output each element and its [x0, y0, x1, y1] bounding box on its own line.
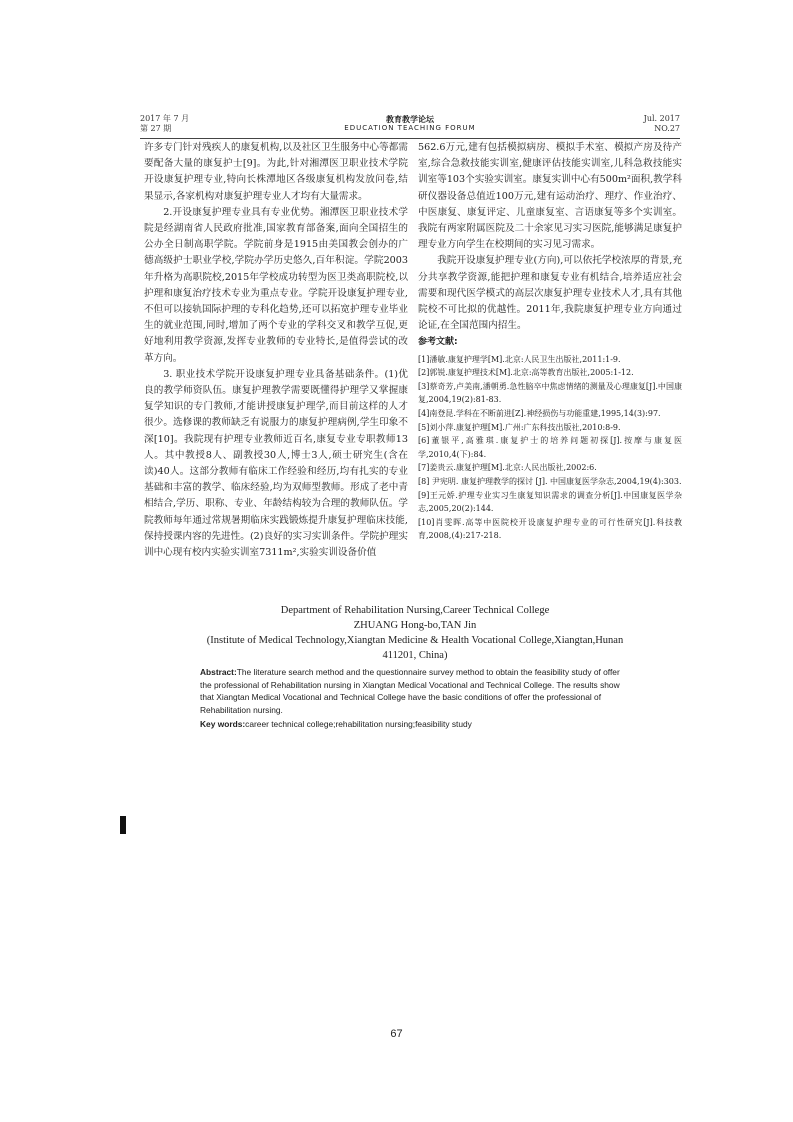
- reference-item: [1]潘敏.康复护理学[M].北京:人民卫生出版社,2011:1-9.: [418, 354, 621, 364]
- body-paragraph: 我院开设康复护理专业(方向),可以依托学校浓厚的背景,充分共享教学资源,能把护理和康复专业有机结合,培养适应社会需要和现代医学模式的高层次康复护理专业技术人才,具有其他院校不可比拟的优越性。2011年,我院康复护理专业方向通过论证,在全国范围内招生。: [418, 255, 682, 332]
- abstract-label: Abstract:: [200, 667, 237, 677]
- page-number: 67: [390, 1028, 403, 1040]
- reference-item: [10]肖雯晖.高等中医院校开设康复护理专业的可行性研究[J].科技教育,2008,(4):217-218.: [418, 517, 682, 541]
- header-issue-en-line: NO.27: [654, 124, 680, 133]
- english-affiliation: (Institute of Medical Technology,Xiangtan Medicine & Health Vocational College,Xiangtan,Hunan 411201, China): [206, 635, 624, 661]
- keywords-label: Key words:: [200, 719, 246, 729]
- reference-item: [5]刘小萍.康复护理[M].广州:广东科技出版社,2010:8-9.: [418, 422, 621, 432]
- header-date-en: [644, 114, 680, 134]
- english-abstract: [200, 666, 630, 716]
- header-issue-line: 第 27 期: [140, 124, 172, 133]
- keywords-text: career technical college;rehabilitation nursing;feasibility study: [245, 719, 472, 729]
- journal-name: [140, 114, 680, 133]
- abstract-text: The literature search method and the questionnaire survey method to obtain the feasibility study of offer the professional of Rehabilitation nursing in Xiangtan Medical Vocational and Technical College. The results show that Xiangtan Medical Vocational and Technical College have the basic conditions of offer the professional of Rehabilitation nursing.: [200, 667, 620, 715]
- reference-item: [3]蔡奇芳,卢美南,潘朝勇.急性脑卒中焦虑情绪的测量及心理康复[J].中国康复,2004,19(2):81-83.: [418, 381, 682, 405]
- body-paragraph: 562.6万元,建有包括模拟病房、模拟手术室、模拟产房及待产室,综合急救技能实训室,健康评估技能实训室,儿科急救技能实训室等103个实验实训室。康复实训中心有500m²面积,教学科研仪器设备总值近100万元,建有运动治疗、理疗、作业治疗、中医康复、康复评定、儿童康复室、言语康复等多个实训室。我院有两家附属医院及二十余家见习实习医院,能够满足康复护理专业方向学生在校期间的实习见习需求。: [418, 142, 682, 251]
- journal-name-en: EDUCATION TEACHING FORUM: [344, 124, 476, 132]
- running-header: [140, 114, 680, 140]
- body-paragraph: 3. 职业技术学院开设康复护理专业具备基础条件。(1)优良的教学师资队伍。康复护理教学需要既懂得护理学又掌握康复学知识的专门教师,才能讲授康复护理学,而目前这样的人才很少。选修课的教师缺乏有说服力的康复护理病例,学生印象不深[10]。我院现有护理专业教师近百名,康复专业专职教师13人。其中教授8人、副教授30人,博士3人,硕士研究生(含在读)40人。这部分教师有临床工作经验和经历,均有扎实的专业基础和丰富的教学、临床经验,均为双师型教师。形成了老中青相结合,学历、职称、专业、年龄结构较为合理的教师队伍。学院教师每年通过常规暑期临床实践锻炼提升康复护理临床技能,保持授课内容的先进性。(2)良好的实习实训条件。学院护理实训中心现有校内实验实训室7311m²,实验实训设备价值: [144, 368, 408, 559]
- references-heading: 参考文献:: [418, 337, 458, 348]
- right-column: [418, 140, 682, 543]
- english-authors: ZHUANG Hong-bo,TAN Jin: [353, 620, 477, 631]
- left-column: [144, 140, 408, 561]
- header-rule: [140, 138, 680, 139]
- header-date-line: 2017 年 7 月: [140, 114, 190, 123]
- reference-item: [2]郭锐.康复护理技术[M].北京:高等教育出版社,2005:1-12.: [418, 368, 634, 378]
- reference-item: [9]王元娇.护理专业实习生康复知识需求的调查分析[J].中国康复医学杂志,2005,20(2):144.: [418, 490, 682, 514]
- english-title: Department of Rehabilitation Nursing,Career Technical College: [280, 605, 550, 616]
- reference-item: [6]董银平,高雅琪.康复护士的培养问题初探[J].按摩与康复医学,2010,4(下):84.: [418, 436, 682, 459]
- english-keywords: [200, 718, 630, 731]
- reference-item: [4]南登昆.学科在不断前进[Z].神经损伤与功能重建,1995,14(3):97.: [418, 409, 661, 419]
- scan-margin-mark: [120, 816, 126, 834]
- reference-list: [418, 353, 682, 543]
- body-paragraph: 许多专门针对残疾人的康复机构,以及社区卫生服务中心等都需要配备大量的康复护士[9]。为此,针对湘潭医卫职业技术学院开设康复护理专业,特向长株潭地区各级康复机构发放问卷,结果显示,各家机构对康复护理专业人才均有大量需求。: [144, 142, 408, 202]
- journal-name-cn: 教育教学论坛: [386, 114, 434, 124]
- body-paragraph: 2.开设康复护理专业具有专业优势。湘潭医卫职业技术学院是经湖南省人民政府批准,国家教育部备案,面向全国招生的公办全日制高职学院。学院前身是1915由美国教会创办的广德高级护士职业学校,学院办学历史悠久,百年积淀。学院2003年升格为高职院校,2015年学校成功转型为医卫类高职院校,以护理和康复治疗技术专业为重点专业。学院开设康复护理专业,不但可以接轨国际护理的专科化趋势,还可以拓宽护理专业毕业生的就业范围,同时,增加了两个专业的学科交叉和教学互促,更好地利用教学资源,发挥专业教师的专业特长,是值得尝试的改革方向。: [144, 206, 408, 364]
- reference-item: [7]姜贵云.康复护理[M].北京:人民出版社,2002:6.: [418, 463, 597, 473]
- header-date-en-line: Jul. 2017: [643, 114, 680, 123]
- reference-item: [8] 尹宪明. 康复护理教学的探讨 [J]. 中国康复医学杂志,2004,19(4):303.: [418, 476, 682, 486]
- english-abstract-block: [200, 603, 630, 731]
